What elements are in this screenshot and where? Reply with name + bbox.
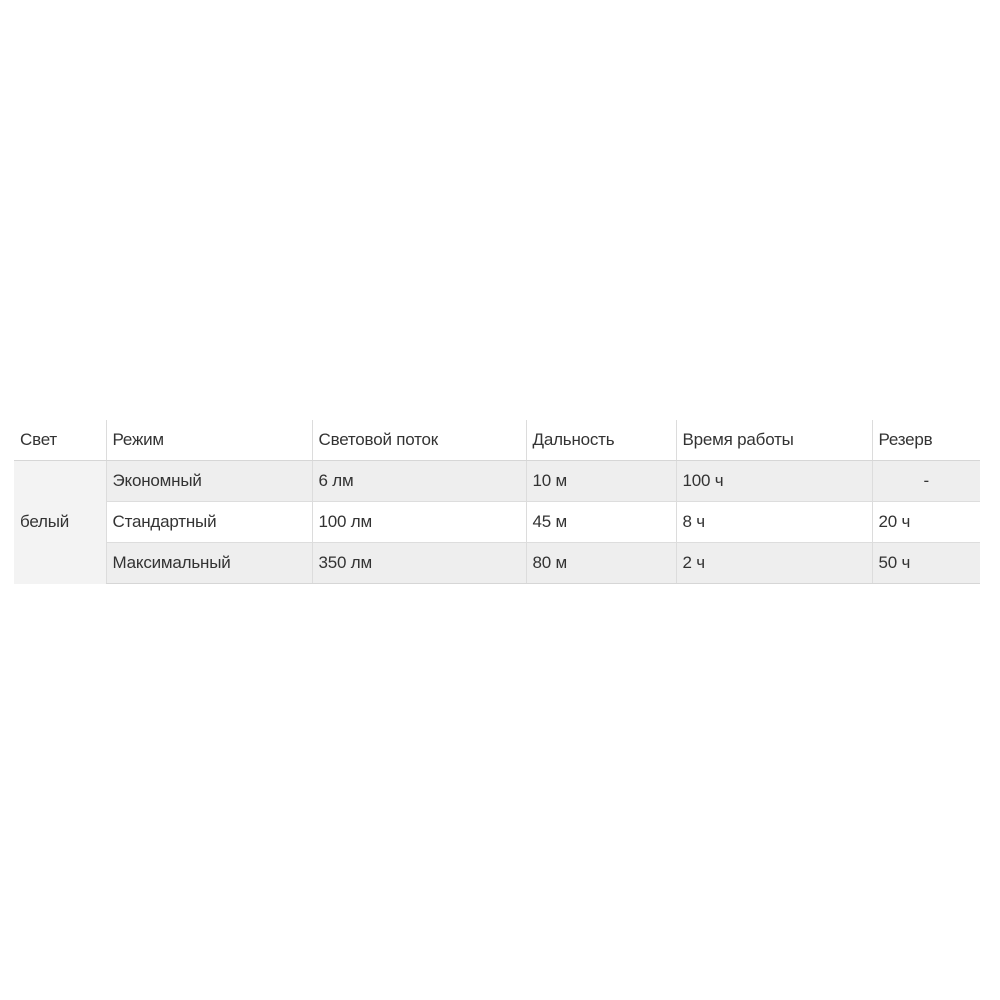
flux-cell: 100 лм	[312, 502, 526, 543]
header-mode: Режим	[106, 420, 312, 461]
reserve-cell: 20 ч	[872, 502, 980, 543]
light-color-cell: белый	[14, 461, 106, 584]
table-row	[14, 543, 980, 584]
range-cell: 45 м	[526, 502, 676, 543]
range-cell: 80 м	[526, 543, 676, 584]
range-cell: 10 м	[526, 461, 676, 502]
flux-cell: 350 лм	[312, 543, 526, 584]
mode-cell: Экономный	[106, 461, 312, 502]
reserve-cell: -	[872, 461, 980, 502]
flashlight-modes-table	[14, 420, 980, 584]
header-luminous-flux: Световой поток	[312, 420, 526, 461]
header-reserve: Резерв	[872, 420, 980, 461]
runtime-cell: 8 ч	[676, 502, 872, 543]
flux-cell: 6 лм	[312, 461, 526, 502]
header-light: Свет	[14, 420, 106, 461]
runtime-cell: 100 ч	[676, 461, 872, 502]
table-header-row	[14, 420, 980, 461]
header-runtime: Время работы	[676, 420, 872, 461]
table-row	[14, 502, 980, 543]
runtime-cell: 2 ч	[676, 543, 872, 584]
header-range: Дальность	[526, 420, 676, 461]
mode-cell: Максимальный	[106, 543, 312, 584]
reserve-cell: 50 ч	[872, 543, 980, 584]
table-row	[14, 461, 980, 502]
mode-cell: Стандартный	[106, 502, 312, 543]
